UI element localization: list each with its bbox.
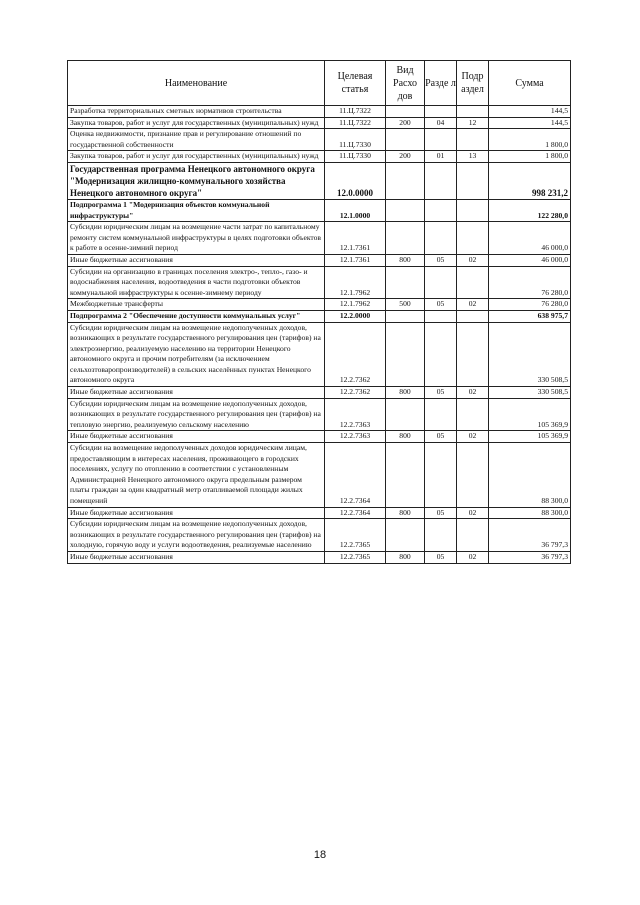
cell-target-article: 12.2.7365 xyxy=(325,551,386,563)
cell-expense-kind xyxy=(386,199,425,221)
table-row xyxy=(68,222,571,255)
cell-target-article: 12.2.7364 xyxy=(325,443,386,508)
cell-target-article: 11.Ц.7330 xyxy=(325,129,386,151)
cell-name: Закупка товаров, работ и услуг для государственных (муниципальных) нужд xyxy=(68,117,325,129)
cell-section xyxy=(425,398,457,431)
cell-expense-kind xyxy=(386,222,425,255)
table-row xyxy=(68,151,571,163)
cell-expense-kind: 800 xyxy=(386,254,425,266)
cell-name: Оценка недвижимости, признание прав и регулирование отношений по государственной собственности xyxy=(68,129,325,151)
header-name: Наименование xyxy=(68,61,325,106)
cell-name: Разработка территориальных сметных нормативов строительства xyxy=(68,106,325,118)
budget-table xyxy=(67,60,571,564)
cell-section: 05 xyxy=(425,551,457,563)
header-section: Разде л xyxy=(425,61,457,106)
cell-sum: 330 508,5 xyxy=(489,387,571,399)
cell-section xyxy=(425,443,457,508)
cell-section xyxy=(425,310,457,322)
cell-section: 01 xyxy=(425,151,457,163)
cell-section xyxy=(425,266,457,299)
cell-name: Иные бюджетные ассигнования xyxy=(68,254,325,266)
cell-target-article: 12.1.0000 xyxy=(325,199,386,221)
cell-subsection: 02 xyxy=(457,551,489,563)
cell-name: Иные бюджетные ассигнования xyxy=(68,431,325,443)
table-row xyxy=(68,398,571,431)
cell-subsection xyxy=(457,222,489,255)
cell-name: Субсидии юридическим лицам на возмещение части затрат по капитальному ремонту систем коммунальной инфраструктуры в целях подготовки объектов к работе в осенне-зимний период xyxy=(68,222,325,255)
table-row xyxy=(68,551,571,563)
cell-target-article: 12.0.0000 xyxy=(325,162,386,199)
cell-sum: 105 369,9 xyxy=(489,398,571,431)
cell-sum: 638 975,7 xyxy=(489,310,571,322)
table-row xyxy=(68,117,571,129)
cell-section xyxy=(425,519,457,552)
cell-target-article: 12.1.7361 xyxy=(325,222,386,255)
cell-section: 04 xyxy=(425,117,457,129)
table-row xyxy=(68,507,571,519)
cell-subsection xyxy=(457,322,489,387)
cell-section xyxy=(425,162,457,199)
table-row xyxy=(68,199,571,221)
cell-expense-kind: 800 xyxy=(386,551,425,563)
cell-expense-kind: 500 xyxy=(386,299,425,311)
cell-subsection xyxy=(457,106,489,118)
cell-target-article: 11.Ц.7322 xyxy=(325,106,386,118)
cell-expense-kind xyxy=(386,310,425,322)
table-row xyxy=(68,519,571,552)
cell-target-article: 11.Ц.7322 xyxy=(325,117,386,129)
cell-sum: 1 800,0 xyxy=(489,129,571,151)
cell-target-article: 12.1.7361 xyxy=(325,254,386,266)
cell-sum: 998 231,2 xyxy=(489,162,571,199)
cell-section: 05 xyxy=(425,254,457,266)
cell-subsection: 02 xyxy=(457,387,489,399)
cell-section: 05 xyxy=(425,387,457,399)
cell-target-article: 12.2.7364 xyxy=(325,507,386,519)
cell-sum: 1 800,0 xyxy=(489,151,571,163)
cell-name: Субсидии юридическим лицам на возмещение недополученных доходов, возникающих в результате государственного регулирования цен (тарифов) на холодную, горячую воду и услуги водоотведения, реализуемые населению xyxy=(68,519,325,552)
cell-section: 05 xyxy=(425,507,457,519)
cell-subsection xyxy=(457,398,489,431)
table-row xyxy=(68,310,571,322)
table-row xyxy=(68,106,571,118)
cell-expense-kind xyxy=(386,322,425,387)
cell-subsection: 12 xyxy=(457,117,489,129)
cell-subsection: 02 xyxy=(457,431,489,443)
cell-target-article: 11.Ц.7330 xyxy=(325,151,386,163)
cell-sum: 46 000,0 xyxy=(489,222,571,255)
cell-subsection xyxy=(457,129,489,151)
cell-name: Субсидии на организацию в границах поселения электро-, тепло-, газо- и водоснабжения населения, водоотведения в части подготовки объектов коммунальной инфраструктуры к осенне-зимнему периоду xyxy=(68,266,325,299)
cell-name: Иные бюджетные ассигнования xyxy=(68,551,325,563)
cell-section xyxy=(425,322,457,387)
cell-subsection: 02 xyxy=(457,299,489,311)
cell-target-article: 12.2.7363 xyxy=(325,398,386,431)
cell-expense-kind xyxy=(386,106,425,118)
cell-expense-kind xyxy=(386,398,425,431)
cell-sum: 36 797,3 xyxy=(489,519,571,552)
cell-section xyxy=(425,222,457,255)
cell-name: Субсидии юридическим лицам на возмещение недополученных доходов, возникающих в результате государственного регулирования цен (тарифов) на электроэнергию, реализуемую населению на территории Ненецкого автономного округа и прочим потребителям (за исключением сельхозтоваропроизводителей) в сельских населённых пунктах Ненецкого автономного округа xyxy=(68,322,325,387)
cell-sum: 76 280,0 xyxy=(489,266,571,299)
cell-target-article: 12.2.7362 xyxy=(325,322,386,387)
header-subsection: Подр аздел xyxy=(457,61,489,106)
cell-section: 05 xyxy=(425,299,457,311)
cell-sum: 88 300,0 xyxy=(489,507,571,519)
cell-subsection xyxy=(457,162,489,199)
cell-sum: 144,5 xyxy=(489,106,571,118)
cell-name: Субсидии юридическим лицам на возмещение недополученных доходов, возникающих в результате государственного регулирования цен (тарифов) на тепловую энергию, реализуемую сельскому населению xyxy=(68,398,325,431)
table-row xyxy=(68,387,571,399)
cell-section xyxy=(425,129,457,151)
cell-subsection xyxy=(457,310,489,322)
cell-expense-kind xyxy=(386,162,425,199)
cell-subsection xyxy=(457,266,489,299)
cell-expense-kind xyxy=(386,266,425,299)
cell-target-article: 12.2.7362 xyxy=(325,387,386,399)
table-body xyxy=(68,106,571,564)
cell-name: Подпрограмма 1 "Модернизация объектов коммунальной инфраструктуры" xyxy=(68,199,325,221)
cell-target-article: 12.1.7962 xyxy=(325,266,386,299)
table-row xyxy=(68,431,571,443)
header-expense-kind: Вид Расхо дов xyxy=(386,61,425,106)
cell-sum: 122 280,0 xyxy=(489,199,571,221)
cell-subsection: 13 xyxy=(457,151,489,163)
cell-expense-kind xyxy=(386,129,425,151)
cell-sum: 88 300,0 xyxy=(489,443,571,508)
cell-target-article: 12.1.7962 xyxy=(325,299,386,311)
table-header-row xyxy=(68,61,571,106)
cell-sum: 46 000,0 xyxy=(489,254,571,266)
table-row xyxy=(68,129,571,151)
table-row xyxy=(68,322,571,387)
cell-expense-kind: 200 xyxy=(386,151,425,163)
cell-expense-kind: 800 xyxy=(386,387,425,399)
cell-target-article: 12.2.0000 xyxy=(325,310,386,322)
cell-expense-kind xyxy=(386,519,425,552)
cell-name: Иные бюджетные ассигнования xyxy=(68,507,325,519)
header-sum: Сумма xyxy=(489,61,571,106)
cell-sum: 330 508,5 xyxy=(489,322,571,387)
cell-section xyxy=(425,106,457,118)
cell-expense-kind: 800 xyxy=(386,507,425,519)
cell-name: Подпрограмма 2 "Обеспечение доступности коммунальных услуг" xyxy=(68,310,325,322)
cell-sum: 36 797,3 xyxy=(489,551,571,563)
table-row xyxy=(68,162,571,199)
cell-section: 05 xyxy=(425,431,457,443)
cell-subsection: 02 xyxy=(457,254,489,266)
cell-name: Субсидии на возмещение недополученных доходов юридическим лицам, предоставляющим в интересах населения, проживающего в городских поселениях, услугу по отоплению в соответствии с установленным Администрацией Ненецкого автономного округа предельным размером платы граждан за один квадратный метр отапливаемой площади жилых помещений xyxy=(68,443,325,508)
cell-expense-kind: 200 xyxy=(386,117,425,129)
cell-name: Иные бюджетные ассигнования xyxy=(68,387,325,399)
cell-sum: 144,5 xyxy=(489,117,571,129)
cell-name: Межбюджетные трансферты xyxy=(68,299,325,311)
cell-expense-kind: 800 xyxy=(386,431,425,443)
cell-name: Государственная программа Ненецкого автономного округа "Модернизация жилищно-коммунального хозяйства Ненецкого автономного округа" xyxy=(68,162,325,199)
table-row xyxy=(68,443,571,508)
cell-section xyxy=(425,199,457,221)
cell-subsection xyxy=(457,443,489,508)
cell-target-article: 12.2.7365 xyxy=(325,519,386,552)
table-row xyxy=(68,299,571,311)
cell-target-article: 12.2.7363 xyxy=(325,431,386,443)
cell-subsection: 02 xyxy=(457,507,489,519)
cell-sum: 105 369,9 xyxy=(489,431,571,443)
cell-subsection xyxy=(457,199,489,221)
header-target-article: Целевая статья xyxy=(325,61,386,106)
cell-sum: 76 280,0 xyxy=(489,299,571,311)
cell-subsection xyxy=(457,519,489,552)
table-row xyxy=(68,266,571,299)
cell-expense-kind xyxy=(386,443,425,508)
cell-name: Закупка товаров, работ и услуг для государственных (муниципальных) нужд xyxy=(68,151,325,163)
table-row xyxy=(68,254,571,266)
page-number: 18 xyxy=(313,849,327,861)
